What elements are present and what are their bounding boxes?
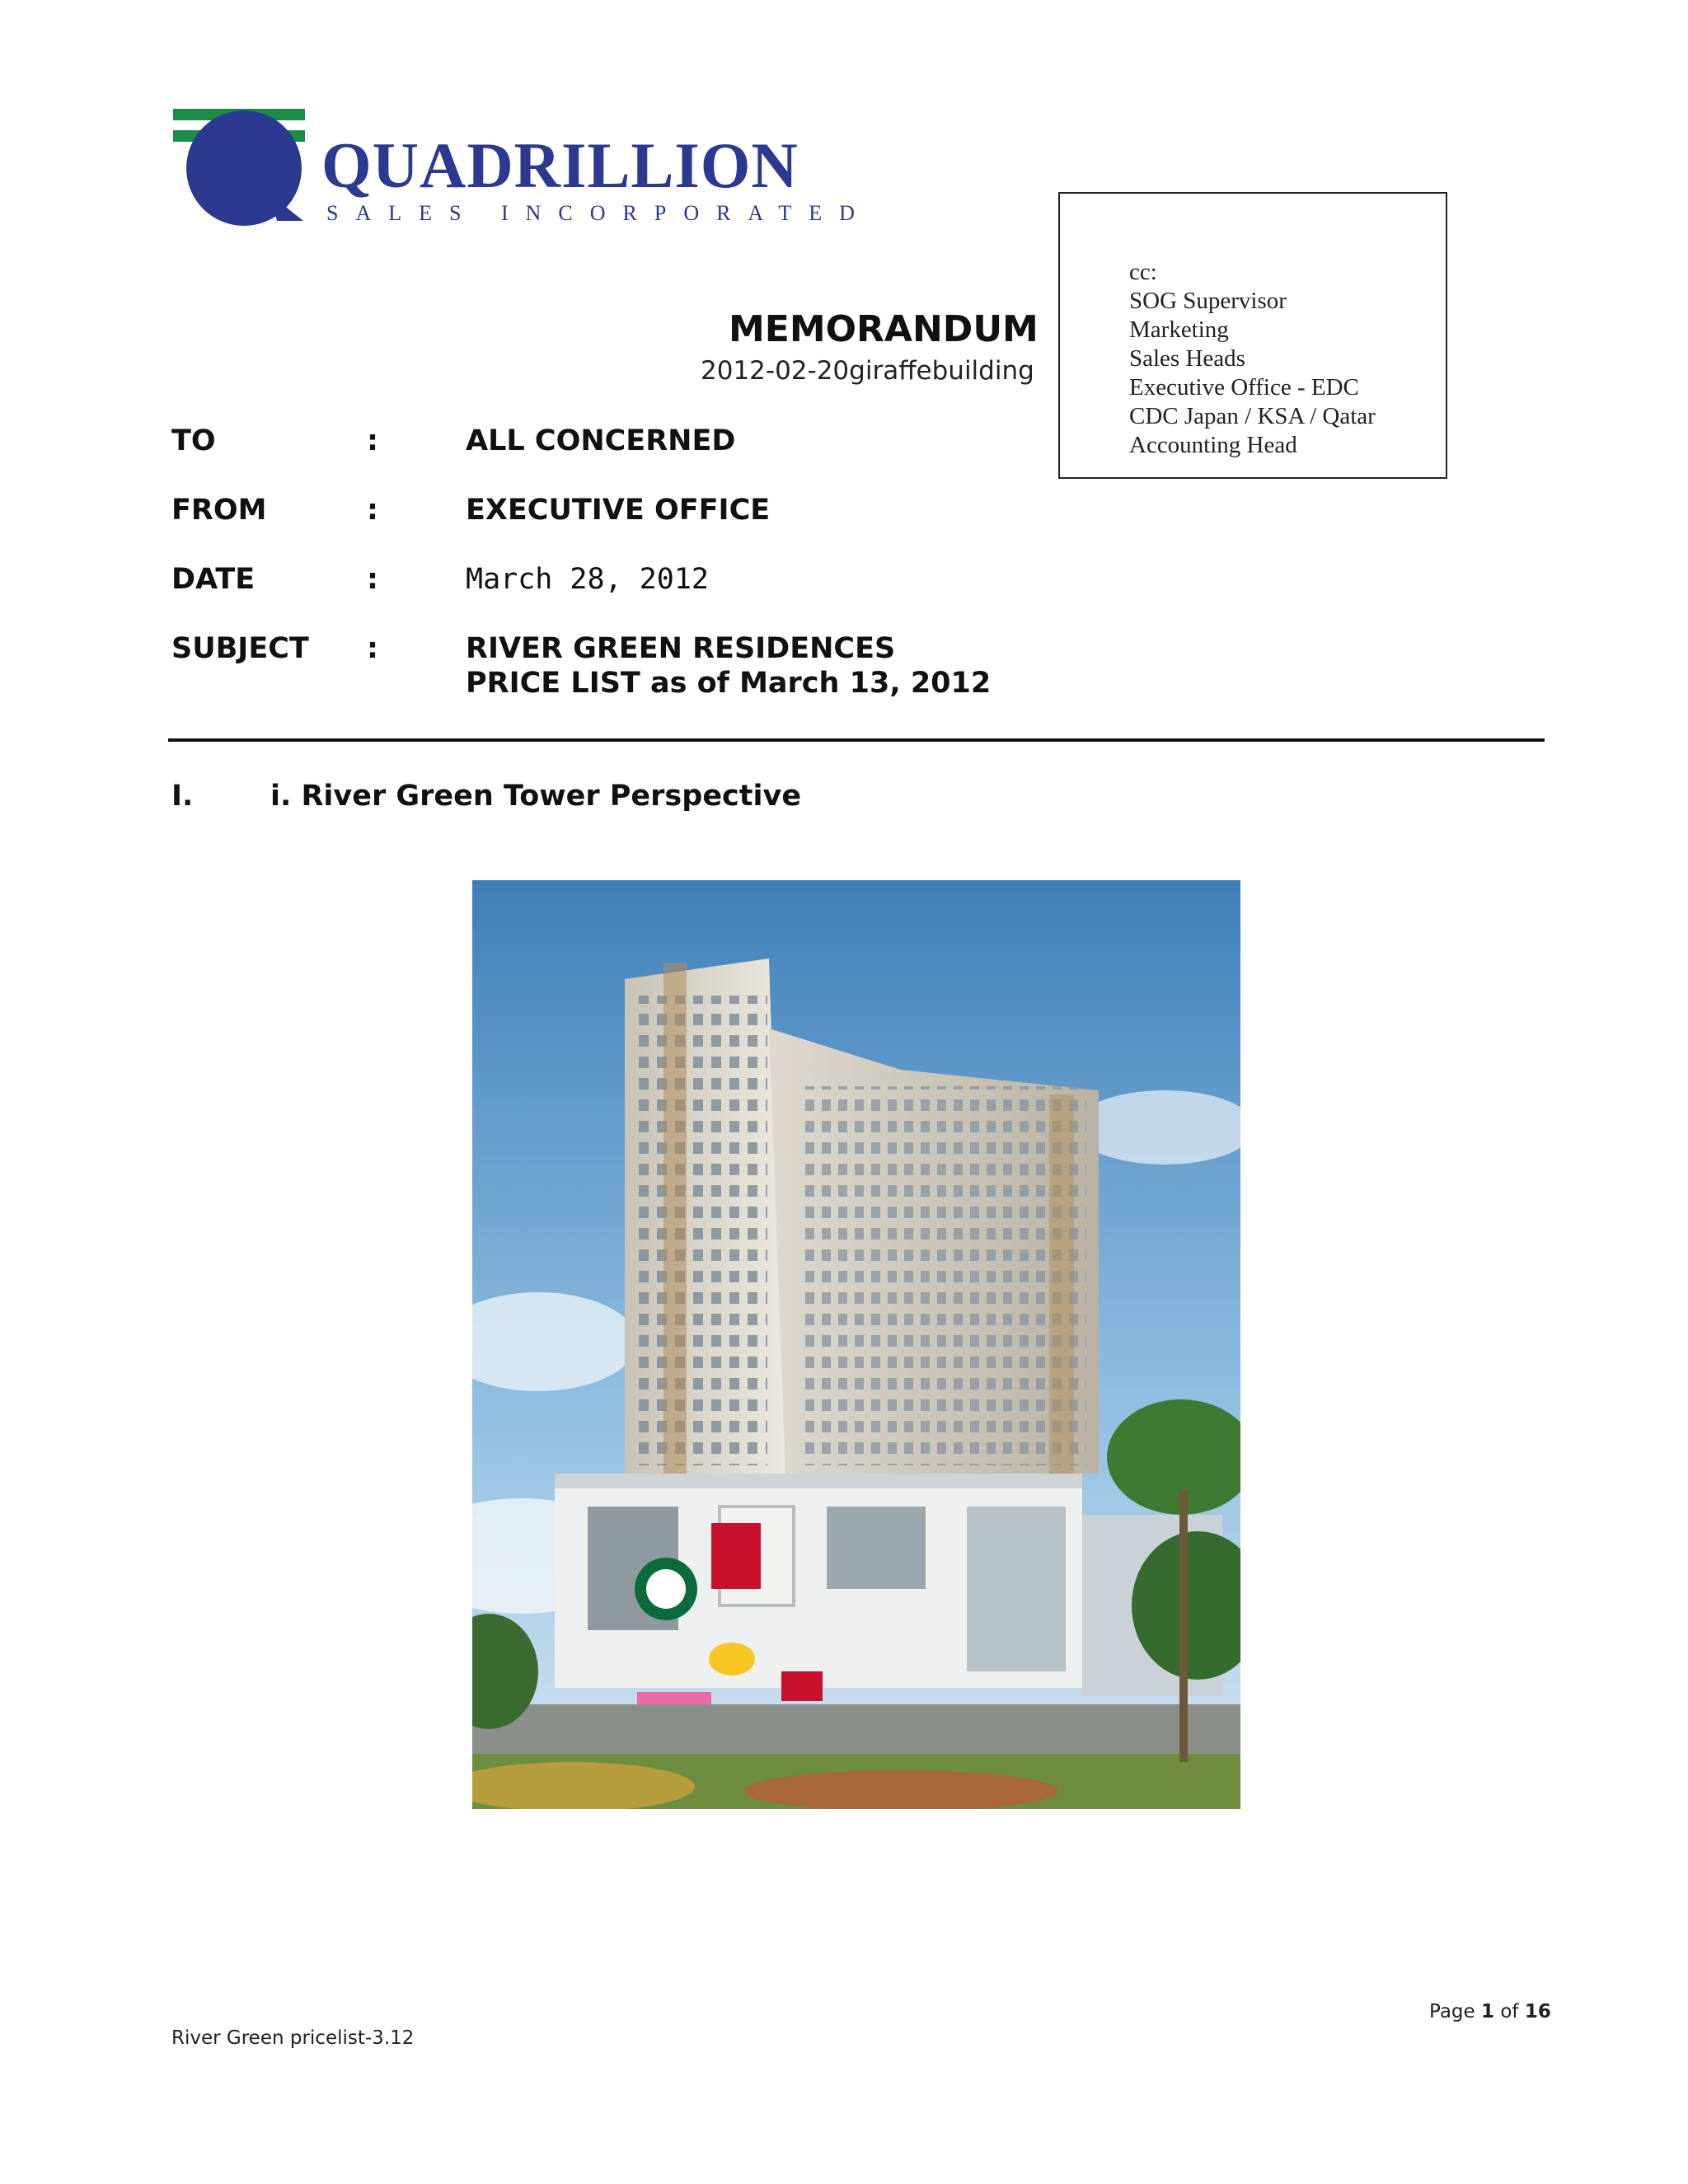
page-prefix: Page — [1429, 2001, 1475, 2022]
cc-recipient: SOG Supervisor — [1129, 288, 1287, 314]
cc-recipient: Marketing — [1129, 316, 1229, 343]
cc-heading: cc: — [1129, 259, 1157, 285]
page-number — [1429, 2001, 1551, 2022]
memo-title: MEMORANDUM — [729, 308, 1039, 350]
field-label: SUBJECT — [171, 632, 309, 665]
field-value: ALL CONCERNED — [466, 424, 736, 457]
page-of: of — [1500, 2001, 1519, 2022]
header-divider — [168, 738, 1545, 742]
cc-recipient: Sales Heads — [1129, 345, 1245, 372]
field-value — [466, 631, 991, 701]
cc-recipient: Executive Office - EDC — [1129, 374, 1359, 401]
subject-line-2: PRICE LIST as of March 13, 2012 — [466, 667, 992, 700]
field-label: DATE — [171, 563, 256, 596]
page-total: 16 — [1524, 2001, 1551, 2022]
field-colon: : — [367, 494, 378, 527]
logo-tagline: SALES INCORPORATED — [326, 201, 872, 225]
field-label: FROM — [171, 494, 267, 527]
company-logo — [171, 97, 872, 229]
memo-reference: 2012-02-20giraffebuilding — [701, 356, 1034, 386]
cc-recipient: Accounting Head — [1129, 432, 1297, 458]
quadrillion-q-icon — [171, 97, 312, 229]
field-colon: : — [367, 632, 378, 665]
section-number: I. — [171, 780, 194, 813]
subject-line-1: RIVER GREEN RESIDENCES — [466, 632, 896, 665]
section-title: i. River Green Tower Perspective — [270, 780, 802, 813]
field-value: March 28, 2012 — [466, 563, 710, 596]
cc-box — [1058, 192, 1447, 479]
logo-wordmark: QUADRILLION — [321, 129, 799, 201]
page-current: 1 — [1481, 2001, 1495, 2022]
cc-recipient: CDC Japan / KSA / Qatar — [1129, 403, 1376, 429]
field-label: TO — [171, 424, 216, 457]
field-value: EXECUTIVE OFFICE — [466, 494, 771, 527]
field-colon: : — [367, 563, 378, 596]
tower-perspective-image — [472, 880, 1240, 1809]
document-name: River Green pricelist-3.12 — [171, 2027, 415, 2049]
field-colon: : — [367, 424, 378, 457]
